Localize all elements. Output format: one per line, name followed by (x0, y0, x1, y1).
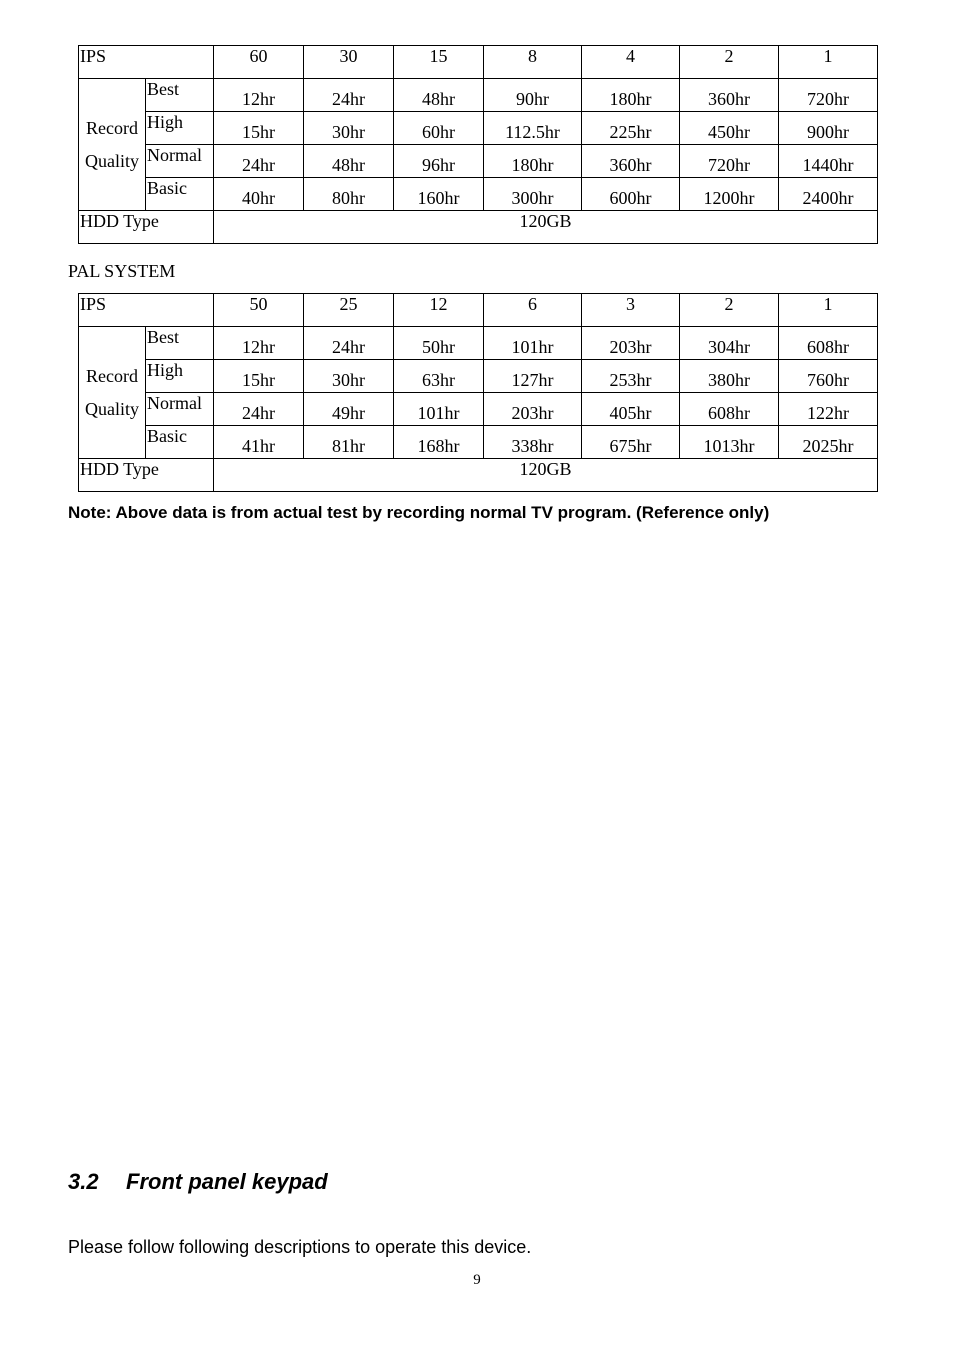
table-cell: 1440hr (779, 145, 878, 178)
section-title: Front panel keypad (126, 1169, 328, 1194)
quality-row-best (79, 79, 878, 112)
record-quality-label-line1: Record (86, 117, 138, 138)
ips-row (79, 46, 878, 79)
ips-value: 30 (304, 46, 394, 79)
table-cell: 720hr (680, 145, 779, 178)
table-cell: 90hr (484, 79, 582, 112)
record-quality-label (79, 327, 146, 459)
ips-value: 1 (779, 294, 878, 327)
quality-row-best (79, 327, 878, 360)
hdd-label: HDD Type (79, 459, 214, 492)
table-cell: 15hr (214, 360, 304, 393)
table-cell: 203hr (484, 393, 582, 426)
hdd-value: 120GB (214, 211, 878, 244)
table-cell: 112.5hr (484, 112, 582, 145)
table-cell: 225hr (582, 112, 680, 145)
quality-label: Basic (146, 426, 214, 459)
table-cell: 1200hr (680, 178, 779, 211)
table-cell: 15hr (214, 112, 304, 145)
table-cell: 608hr (779, 327, 878, 360)
table-cell: 450hr (680, 112, 779, 145)
table-cell: 304hr (680, 327, 779, 360)
hdd-row (79, 459, 878, 492)
table-cell: 24hr (304, 327, 394, 360)
table-cell: 203hr (582, 327, 680, 360)
ips-value: 8 (484, 46, 582, 79)
table-cell: 608hr (680, 393, 779, 426)
hdd-label: HDD Type (79, 211, 214, 244)
record-quality-label-line2: Quality (85, 150, 139, 171)
table-cell: 30hr (304, 112, 394, 145)
table-cell: 80hr (304, 178, 394, 211)
record-quality-label (79, 79, 146, 211)
quality-row-basic (79, 178, 878, 211)
ips-value: 6 (484, 294, 582, 327)
hdd-row (79, 211, 878, 244)
table-cell: 2400hr (779, 178, 878, 211)
record-quality-label-line1: Record (86, 365, 138, 386)
ips-label: IPS (79, 46, 214, 79)
table-cell: 24hr (214, 393, 304, 426)
section-heading (68, 1169, 328, 1195)
table-cell: 24hr (304, 79, 394, 112)
body-paragraph: Please follow following descriptions to operate this device. (68, 1237, 532, 1257)
table-cell: 30hr (304, 360, 394, 393)
pal-system-heading: PAL SYSTEM (68, 261, 176, 281)
table-cell: 40hr (214, 178, 304, 211)
table-cell: 101hr (394, 393, 484, 426)
table-cell: 360hr (680, 79, 779, 112)
table-cell: 24hr (214, 145, 304, 178)
quality-label: High (146, 112, 214, 145)
quality-label: High (146, 360, 214, 393)
quality-label: Normal (146, 393, 214, 426)
table-cell: 180hr (582, 79, 680, 112)
quality-row-high (79, 112, 878, 145)
table-cell: 253hr (582, 360, 680, 393)
ips-value: 2 (680, 46, 779, 79)
table-cell: 1013hr (680, 426, 779, 459)
table-cell: 49hr (304, 393, 394, 426)
table-cell: 300hr (484, 178, 582, 211)
table-cell: 101hr (484, 327, 582, 360)
table-cell: 12hr (214, 327, 304, 360)
table-cell: 760hr (779, 360, 878, 393)
table-cell: 96hr (394, 145, 484, 178)
table-cell: 48hr (304, 145, 394, 178)
ips-value: 60 (214, 46, 304, 79)
table-cell: 405hr (582, 393, 680, 426)
quality-label: Normal (146, 145, 214, 178)
quality-row-basic (79, 426, 878, 459)
table-cell: 720hr (779, 79, 878, 112)
table-cell: 81hr (304, 426, 394, 459)
ips-value: 1 (779, 46, 878, 79)
ips-value: 2 (680, 294, 779, 327)
table-cell: 600hr (582, 178, 680, 211)
table-cell: 2025hr (779, 426, 878, 459)
ntsc-recording-time-table (78, 45, 878, 244)
table-cell: 12hr (214, 79, 304, 112)
ips-value: 15 (394, 46, 484, 79)
table-cell: 675hr (582, 426, 680, 459)
table-cell: 48hr (394, 79, 484, 112)
quality-row-high (79, 360, 878, 393)
table-cell: 900hr (779, 112, 878, 145)
quality-label: Best (146, 79, 214, 112)
table-cell: 50hr (394, 327, 484, 360)
table-cell: 160hr (394, 178, 484, 211)
reference-note: Note: Above data is from actual test by recording normal TV program. (Reference only) (68, 503, 770, 522)
quality-row-normal (79, 145, 878, 178)
ips-value: 50 (214, 294, 304, 327)
pal-recording-time-table (78, 293, 878, 492)
table-cell: 127hr (484, 360, 582, 393)
table-cell: 41hr (214, 426, 304, 459)
quality-label: Best (146, 327, 214, 360)
table-cell: 338hr (484, 426, 582, 459)
table-cell: 60hr (394, 112, 484, 145)
page-number: 9 (473, 1272, 481, 1288)
quality-row-normal (79, 393, 878, 426)
quality-label: Basic (146, 178, 214, 211)
table-cell: 122hr (779, 393, 878, 426)
ips-value: 12 (394, 294, 484, 327)
table-cell: 380hr (680, 360, 779, 393)
ips-label: IPS (79, 294, 214, 327)
section-number: 3.2 (68, 1169, 99, 1194)
ips-row (79, 294, 878, 327)
ips-value: 4 (582, 46, 680, 79)
table-cell: 360hr (582, 145, 680, 178)
table-cell: 180hr (484, 145, 582, 178)
ips-value: 3 (582, 294, 680, 327)
table-cell: 63hr (394, 360, 484, 393)
ips-value: 25 (304, 294, 394, 327)
hdd-value: 120GB (214, 459, 878, 492)
table-cell: 168hr (394, 426, 484, 459)
record-quality-label-line2: Quality (85, 398, 139, 419)
